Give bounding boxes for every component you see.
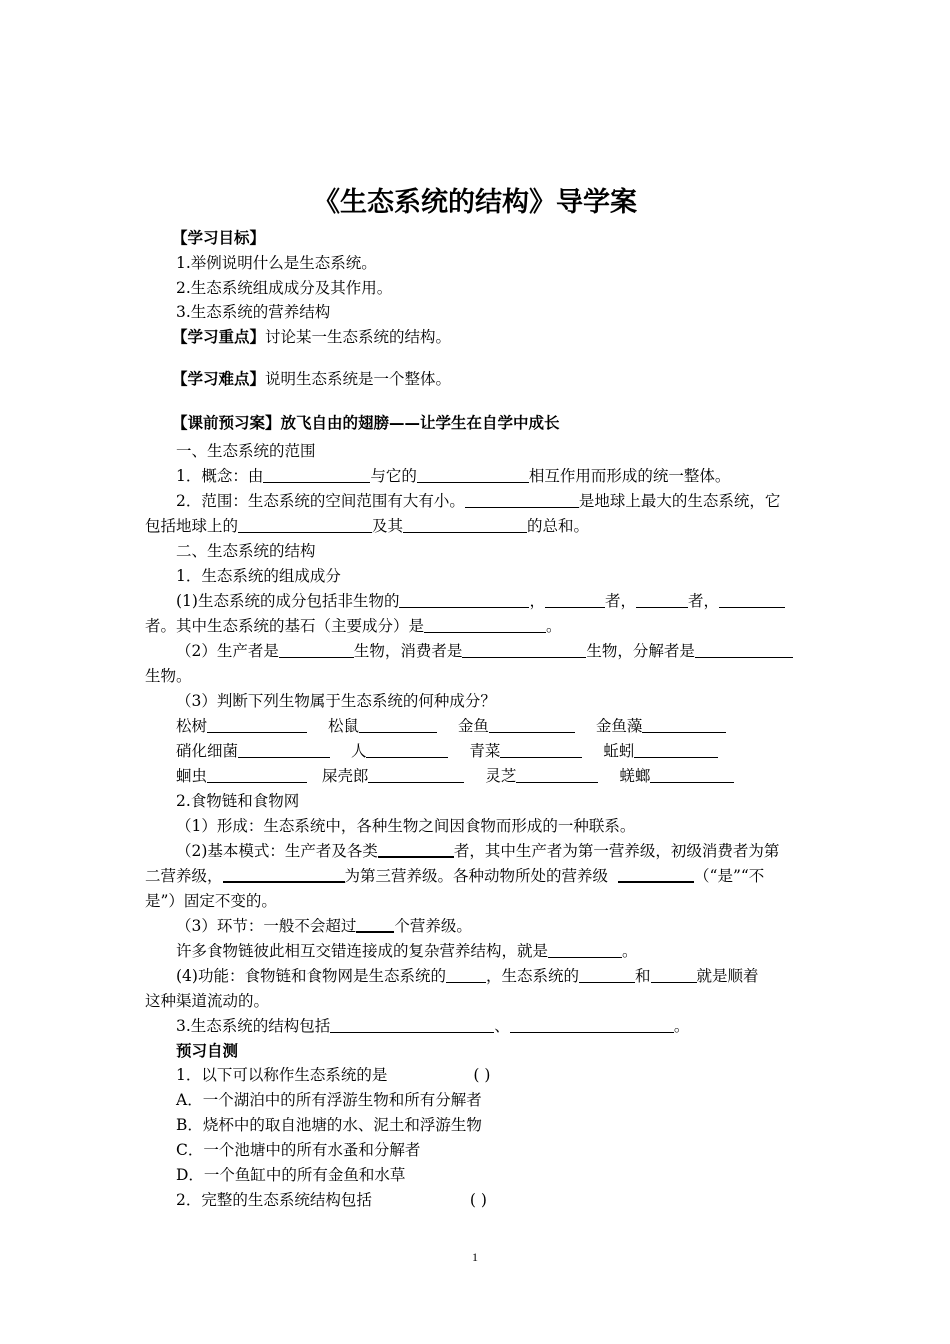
blank-field[interactable] [223, 866, 345, 883]
function-line [176, 966, 759, 986]
blank-field[interactable] [399, 592, 529, 608]
organism-label: 松树 [176, 717, 208, 735]
organism-label: 金鱼 [457, 717, 489, 735]
key-point-heading: 【学习重点】 [172, 328, 266, 346]
text-fragment: 1．概念：由 [176, 467, 264, 485]
blank-field[interactable] [634, 742, 718, 758]
roles-line-cont: 生物。 [145, 667, 192, 685]
blank-field[interactable] [403, 517, 527, 533]
text-fragment: 。 [546, 617, 562, 635]
answer-paren[interactable]: ( ) [469, 1191, 487, 1209]
organism-label: 屎壳郎 [321, 767, 369, 785]
option-b: B．烧杯中的取自池塘的水、泥土和浮游生物 [176, 1116, 482, 1134]
blank-field[interactable] [500, 742, 582, 758]
difficult-point-heading: 【学习难点】 [172, 370, 266, 388]
blank-field[interactable] [417, 467, 529, 483]
blank-field[interactable] [462, 642, 586, 658]
blank-field[interactable] [446, 967, 486, 983]
food-web-line [176, 941, 638, 961]
components-heading: 1．生态系统的组成成分 [176, 567, 341, 585]
key-point-text: 讨论某一生态系统的结构。 [265, 328, 452, 346]
pattern-line [176, 841, 779, 861]
text-fragment: 、 [494, 1017, 510, 1035]
difficult-point-text: 说明生态系统是一个整体。 [265, 370, 452, 388]
text-fragment: 二营养级， [145, 867, 223, 885]
organism-label: 人 [350, 742, 367, 760]
blank-field[interactable] [238, 742, 330, 758]
text-fragment: （2)基本模式：生产者及各类 [176, 842, 378, 860]
text-fragment: 生物，分解者是 [586, 642, 695, 660]
text-fragment: （2）生产者是 [176, 642, 279, 660]
option-a: A．一个湖泊中的所有浮游生物和所有分解者 [176, 1091, 482, 1109]
blank-field[interactable] [263, 467, 370, 483]
blank-field[interactable] [366, 742, 448, 758]
links-line [176, 916, 472, 936]
text-fragment: 者， [688, 592, 720, 610]
question-text: 2．完整的生态系统结构包括 [176, 1191, 372, 1209]
organism-label: 硝化细菌 [176, 742, 239, 760]
concept-line [176, 466, 730, 486]
text-fragment: (4)功能：食物链和食物网是生态系统的 [176, 967, 446, 985]
text-fragment: 许多食物链彼此相互交错连接成的复杂营养结构，就是 [176, 942, 549, 960]
organism-label: 松鼠 [327, 717, 359, 735]
organism-row-2 [176, 741, 718, 761]
text-fragment: 个营养级。 [394, 917, 472, 935]
blank-field[interactable] [579, 967, 635, 983]
range-line-cont [145, 516, 589, 536]
blank-field[interactable] [719, 592, 785, 608]
blank-field[interactable] [356, 916, 394, 933]
goal-item-2: 2.生态系统组成成分及其作用。 [176, 279, 393, 297]
organism-label: 青菜 [469, 742, 501, 760]
blank-field[interactable] [207, 717, 307, 733]
blank-field[interactable] [636, 592, 688, 608]
organism-label: 金鱼藻 [595, 717, 643, 735]
roles-line [176, 641, 793, 661]
blank-field[interactable] [650, 767, 734, 783]
organism-label: 蜣螂 [619, 767, 651, 785]
preview-heading: 【课前预习案】放飞自由的翅膀——让学生在自学中成长 [172, 414, 560, 432]
section-2-heading: 二、生态系统的结构 [176, 542, 316, 560]
pattern-line-cont-2: 是”）固定不变的。 [145, 892, 277, 910]
food-chain-heading: 2.食物链和食物网 [176, 792, 300, 810]
text-fragment: 2．范围：生态系统的空间范围有大有小。 [176, 492, 465, 510]
text-fragment: 和 [634, 967, 651, 985]
formation-line: （1）形成：生态系统中，各种生物之间因食物而形成的一种联系。 [176, 817, 636, 835]
blank-field[interactable] [510, 1017, 674, 1033]
blank-field[interactable] [516, 767, 598, 783]
text-fragment: 为第三营养级。各种动物所处的营养级 [344, 867, 609, 885]
blank-field[interactable] [330, 1017, 494, 1033]
text-fragment: 的总和。 [527, 517, 590, 535]
blank-field[interactable] [279, 642, 354, 658]
blank-field[interactable] [489, 717, 575, 733]
blank-field[interactable] [359, 717, 437, 733]
components-line [176, 591, 785, 611]
blank-field[interactable] [548, 942, 622, 958]
text-fragment: 相互作用而形成的统一整体。 [528, 467, 731, 485]
blank-field[interactable] [545, 592, 605, 608]
blank-field[interactable] [368, 767, 464, 783]
blank-field[interactable] [642, 717, 726, 733]
text-fragment: 。 [622, 942, 638, 960]
text-fragment: (1)生态系统的成分包括非生物的 [176, 592, 400, 610]
section-1-heading: 一、生态系统的范围 [176, 442, 316, 460]
key-point [172, 327, 451, 347]
text-fragment: 与它的 [370, 467, 417, 485]
text-fragment: 者，其中生产者为第一营养级，初级消费者为第 [453, 842, 780, 860]
goals-heading: 【学习目标】 [172, 229, 266, 247]
text-fragment: ，生态系统的 [485, 967, 579, 985]
page-title: 《生态系统的结构》导学案 [313, 187, 637, 218]
question-1 [176, 1065, 490, 1085]
blank-field[interactable] [618, 866, 694, 883]
blank-field[interactable] [378, 841, 454, 858]
answer-paren[interactable]: ( ) [473, 1066, 491, 1084]
blank-field[interactable] [651, 967, 697, 983]
text-fragment: 是地球上最大的生态系统，它 [578, 492, 781, 510]
structure-line [176, 1016, 689, 1036]
page-number: 1 [472, 1250, 478, 1264]
organism-label: 灵芝 [485, 767, 517, 785]
organism-label: 蛔虫 [176, 767, 208, 785]
difficult-point [172, 369, 451, 389]
text-fragment: 包括地球上的 [145, 517, 239, 535]
pattern-line-cont [145, 866, 764, 886]
organism-row-3 [176, 766, 734, 786]
blank-field[interactable] [238, 517, 372, 533]
text-fragment: （3）环节：一般不会超过 [176, 917, 357, 935]
text-fragment: 及其 [372, 517, 404, 535]
components-line-cont [145, 616, 562, 636]
goal-item-1: 1.举例说明什么是生态系统。 [176, 254, 377, 272]
text-fragment: 者， [604, 592, 636, 610]
question-2 [176, 1190, 487, 1210]
text-fragment: 者。其中生态系统的基石（主要成分）是 [145, 617, 425, 635]
blank-field[interactable] [424, 617, 546, 633]
range-line [176, 491, 780, 511]
organism-label: 蚯蚓 [603, 742, 635, 760]
blank-field[interactable] [465, 492, 579, 508]
blank-field[interactable] [207, 767, 307, 783]
text-fragment: 就是顺着 [696, 967, 759, 985]
text-fragment: （“是”“不 [694, 867, 765, 885]
text-fragment: 生物，消费者是 [353, 642, 463, 660]
question-text: 1．以下可以称作生态系统的是 [176, 1066, 388, 1084]
function-line-cont: 这种渠道流动的。 [145, 992, 270, 1010]
option-c: C．一个池塘中的所有水蚤和分解者 [176, 1141, 421, 1159]
text-fragment: 3.生态系统的结构包括 [176, 1017, 331, 1035]
judge-heading: （3）判断下列生物属于生态系统的何种成分？ [176, 692, 496, 710]
blank-field[interactable] [695, 642, 793, 658]
self-test-heading: 预习自测 [176, 1042, 239, 1060]
goal-item-3: 3.生态系统的营养结构 [176, 303, 331, 321]
option-d: D．一个鱼缸中的所有金鱼和水草 [176, 1166, 406, 1184]
text-fragment: 。 [673, 1017, 690, 1035]
text-fragment: ， [529, 592, 545, 610]
organism-row-1 [176, 716, 726, 736]
